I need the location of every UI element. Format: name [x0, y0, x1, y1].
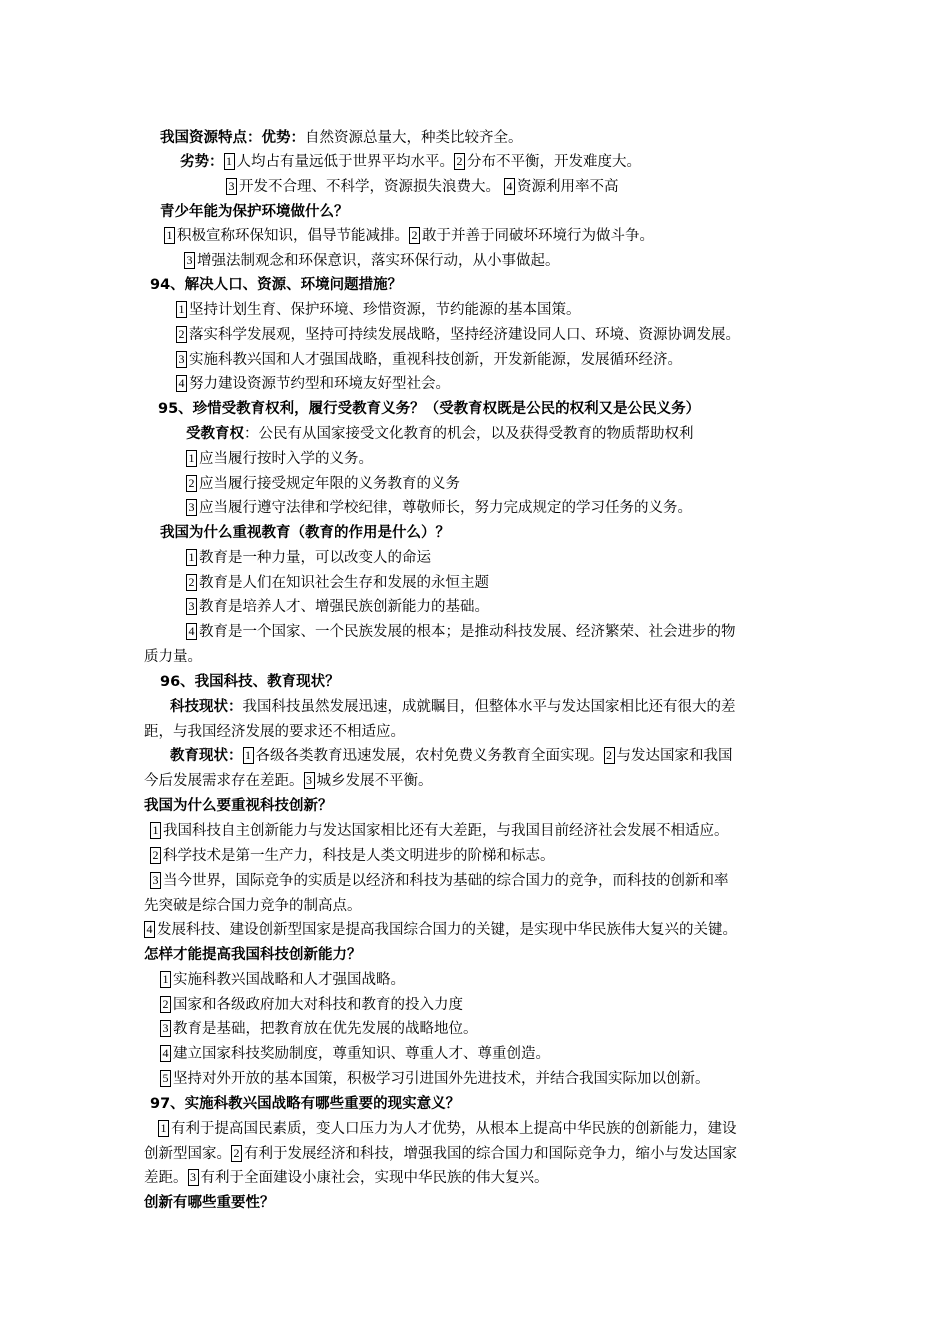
- section-heading: 怎样才能提高我国科技创新能力？: [144, 947, 362, 963]
- number-box: 1: [186, 549, 197, 566]
- text-line: 距，与我国经济发展的要求还不相适应。: [144, 724, 405, 740]
- number-box: 4: [160, 1045, 171, 1062]
- number-box: 1: [158, 1120, 169, 1137]
- list-item: [186, 548, 431, 568]
- text-line: [144, 1168, 549, 1188]
- section-heading: 97、实施科教兴国战略有哪些重要的现实意义？: [150, 1096, 461, 1112]
- text: 发展科技、建设创新型国家是提高我国综合国力的关键，是实现中华民族伟大复兴的关键。: [157, 922, 737, 938]
- number-box: 5: [160, 1070, 171, 1087]
- text: 有利于全面建设小康社会，实现中华民族的伟大复兴。: [200, 1170, 549, 1186]
- text-line: 先突破是综合国力竞争的制高点。: [144, 898, 362, 914]
- list-item: [176, 374, 450, 394]
- number-box: 1: [243, 747, 254, 764]
- number-box: 3: [304, 772, 315, 789]
- number-box: 3: [188, 1169, 199, 1186]
- text: 国家和各级政府加大对科技和教育的投入力度: [173, 997, 463, 1013]
- number-box: 4: [176, 375, 187, 392]
- list-item: [160, 995, 463, 1015]
- text: 教育是人们在知识社会生存和发展的永恒主题: [199, 575, 489, 591]
- text: 实施科教兴国战略和人才强国战略。: [173, 972, 405, 988]
- text: 坚持计划生育、保护环境、珍惜资源，节约能源的基本国策。: [189, 302, 581, 318]
- text: 应当履行遵守法律和学校纪律，尊敬师长，努力完成规定的学习任务的义务。: [199, 500, 692, 516]
- number-box: 1: [176, 301, 187, 318]
- term: 科技现状：: [170, 699, 243, 715]
- number-box: 2: [186, 475, 197, 492]
- number-box: 2: [409, 227, 420, 244]
- text-line: [144, 771, 433, 791]
- number-box: 2: [604, 747, 615, 764]
- text: 实施科教兴国和人才强国战略，重视科技创新，开发新能源，发展循环经济。: [189, 352, 682, 368]
- number-box: 2: [150, 847, 161, 864]
- text: 应当履行接受规定年限的义务教育的义务: [199, 476, 460, 492]
- number-box: 2: [160, 996, 171, 1013]
- section-heading: 我国为什么要重视科技创新？: [144, 798, 333, 814]
- number-box: 3: [160, 1020, 171, 1037]
- number-box: 1: [150, 822, 161, 839]
- number-box: 4: [144, 921, 155, 938]
- list-item: [176, 350, 682, 370]
- list-item: [150, 871, 729, 891]
- number-box: 1: [160, 971, 171, 988]
- heading: 我国资源特点：优势：: [160, 130, 305, 146]
- text: 各级各类教育迅速发展，农村免费义务教育全面实现。: [255, 748, 604, 764]
- text: 分布不平衡，开发难度大。: [467, 154, 641, 170]
- list-item: [186, 449, 373, 469]
- line-resource-advantage: [160, 128, 523, 148]
- text: 差距。: [144, 1170, 188, 1186]
- list-item: [176, 325, 740, 345]
- definition-line: [170, 697, 736, 717]
- number-box: 3: [186, 598, 197, 615]
- heading: 劣势：: [180, 154, 224, 170]
- list-item: [160, 1069, 710, 1089]
- text-line: [144, 1144, 737, 1164]
- text: 有利于提高国民素质，变人口压力为人才优势，从根本上提高中华民族的创新能力，建设: [171, 1121, 737, 1137]
- list-item: [144, 920, 737, 940]
- number-box: 3: [226, 178, 237, 195]
- line-resource-disadvantage-2: [226, 177, 619, 197]
- list-item: [184, 251, 560, 271]
- text: 我国科技自主创新能力与发达国家相比还有大差距，与我国目前经济社会发展不相适应。: [163, 823, 729, 839]
- text: 开发不合理、不科学，资源损失浪费大。: [239, 179, 500, 195]
- number-box: 2: [231, 1145, 242, 1162]
- text: 敢于并善于同破坏环境行为做斗争。: [422, 228, 654, 244]
- text: 努力建设资源节约型和环境友好型社会。: [189, 376, 450, 392]
- text: 与发达国家和我国: [616, 748, 733, 764]
- list-item: [160, 970, 405, 990]
- list-item: [176, 300, 581, 320]
- list-item: [186, 573, 489, 593]
- text: 有利于发展经济和科技，增强我国的综合国力和国际竞争力，缩小与发达国家: [244, 1146, 737, 1162]
- text: 教育是培养人才、增强民族创新能力的基础。: [199, 599, 489, 615]
- text: 教育是一个国家、一个民族发展的根本；是推动科技发展、经济繁荣、社会进步的物: [199, 624, 736, 640]
- section-heading: 青少年能为保护环境做什么？: [160, 204, 349, 220]
- list-item: [160, 1044, 550, 1064]
- number-box: 4: [504, 178, 515, 195]
- number-box: 3: [186, 499, 197, 516]
- text: 今后发展需求存在差距。: [144, 773, 304, 789]
- list-item: [186, 474, 460, 494]
- number-box: 3: [150, 872, 161, 889]
- number-box: 3: [184, 252, 195, 269]
- text: 积极宣称环保知识，倡导节能减排。: [177, 228, 409, 244]
- text: 城乡发展不平衡。: [316, 773, 433, 789]
- text: 教育是一种力量，可以改变人的命运: [199, 550, 431, 566]
- number-box: 2: [176, 326, 187, 343]
- list-item: [186, 498, 692, 518]
- text: 增强法制观念和环保意识，落实环保行动，从小事做起。: [197, 253, 560, 269]
- number-box: 4: [186, 623, 197, 640]
- section-heading: 94、解决人口、资源、环境问题措施？: [150, 277, 403, 293]
- text: 自然资源总量大，种类比较齐全。: [305, 130, 523, 146]
- number-box: 2: [454, 153, 465, 170]
- text: 应当履行按时入学的义务。: [199, 451, 373, 467]
- section-heading: 创新有哪些重要性？: [144, 1195, 275, 1211]
- list-item: [186, 622, 736, 642]
- text: 创新型国家。: [144, 1146, 231, 1162]
- text-line: 质力量。: [144, 649, 202, 665]
- section-heading: 95、珍惜受教育权利，履行受教育义务？（受教育权既是公民的权利又是公民义务）: [158, 401, 701, 417]
- term: 受教育权: [186, 426, 244, 442]
- definition-line: [170, 746, 733, 766]
- text: 人均占有量远低于世界平均水平。: [236, 154, 454, 170]
- list-item: [160, 1019, 478, 1039]
- list-item: [150, 821, 729, 841]
- section-heading: 我国为什么重视教育（教育的作用是什么）？: [160, 525, 450, 541]
- text: 落实科学发展观，坚持可持续发展战略，坚持经济建设同人口、环境、资源协调发展。: [189, 327, 740, 343]
- number-box: 2: [186, 574, 197, 591]
- number-box: 1: [164, 227, 175, 244]
- number-box: 1: [186, 450, 197, 467]
- list-item: [164, 226, 654, 246]
- text: ：公民有从国家接受文化教育的机会，以及获得受教育的物质帮助权利: [244, 426, 694, 442]
- text: 建立国家科技奖励制度，尊重知识、尊重人才、尊重创造。: [173, 1046, 550, 1062]
- text: 坚持对外开放的基本国策，积极学习引进国外先进技术，并结合我国实际加以创新。: [173, 1071, 710, 1087]
- list-item: [150, 846, 555, 866]
- line-resource-disadvantage: [180, 152, 641, 172]
- term: 教育现状：: [170, 748, 243, 764]
- list-item: [186, 597, 489, 617]
- definition-line: [186, 424, 694, 444]
- number-box: 1: [224, 153, 235, 170]
- text: 资源利用率不高: [517, 179, 619, 195]
- list-item: [158, 1119, 737, 1139]
- section-heading: 96、我国科技、教育现状？: [160, 674, 340, 690]
- text: 科学技术是第一生产力，科技是人类文明进步的阶梯和标志。: [163, 848, 555, 864]
- text: 当今世界，国际竞争的实质是以经济和科技为基础的综合国力的竞争，而科技的创新和率: [163, 873, 729, 889]
- number-box: 3: [176, 351, 187, 368]
- text: 教育是基础，把教育放在优先发展的战略地位。: [173, 1021, 478, 1037]
- text: 我国科技虽然发展迅速，成就瞩目，但整体水平与发达国家相比还有很大的差: [242, 699, 736, 715]
